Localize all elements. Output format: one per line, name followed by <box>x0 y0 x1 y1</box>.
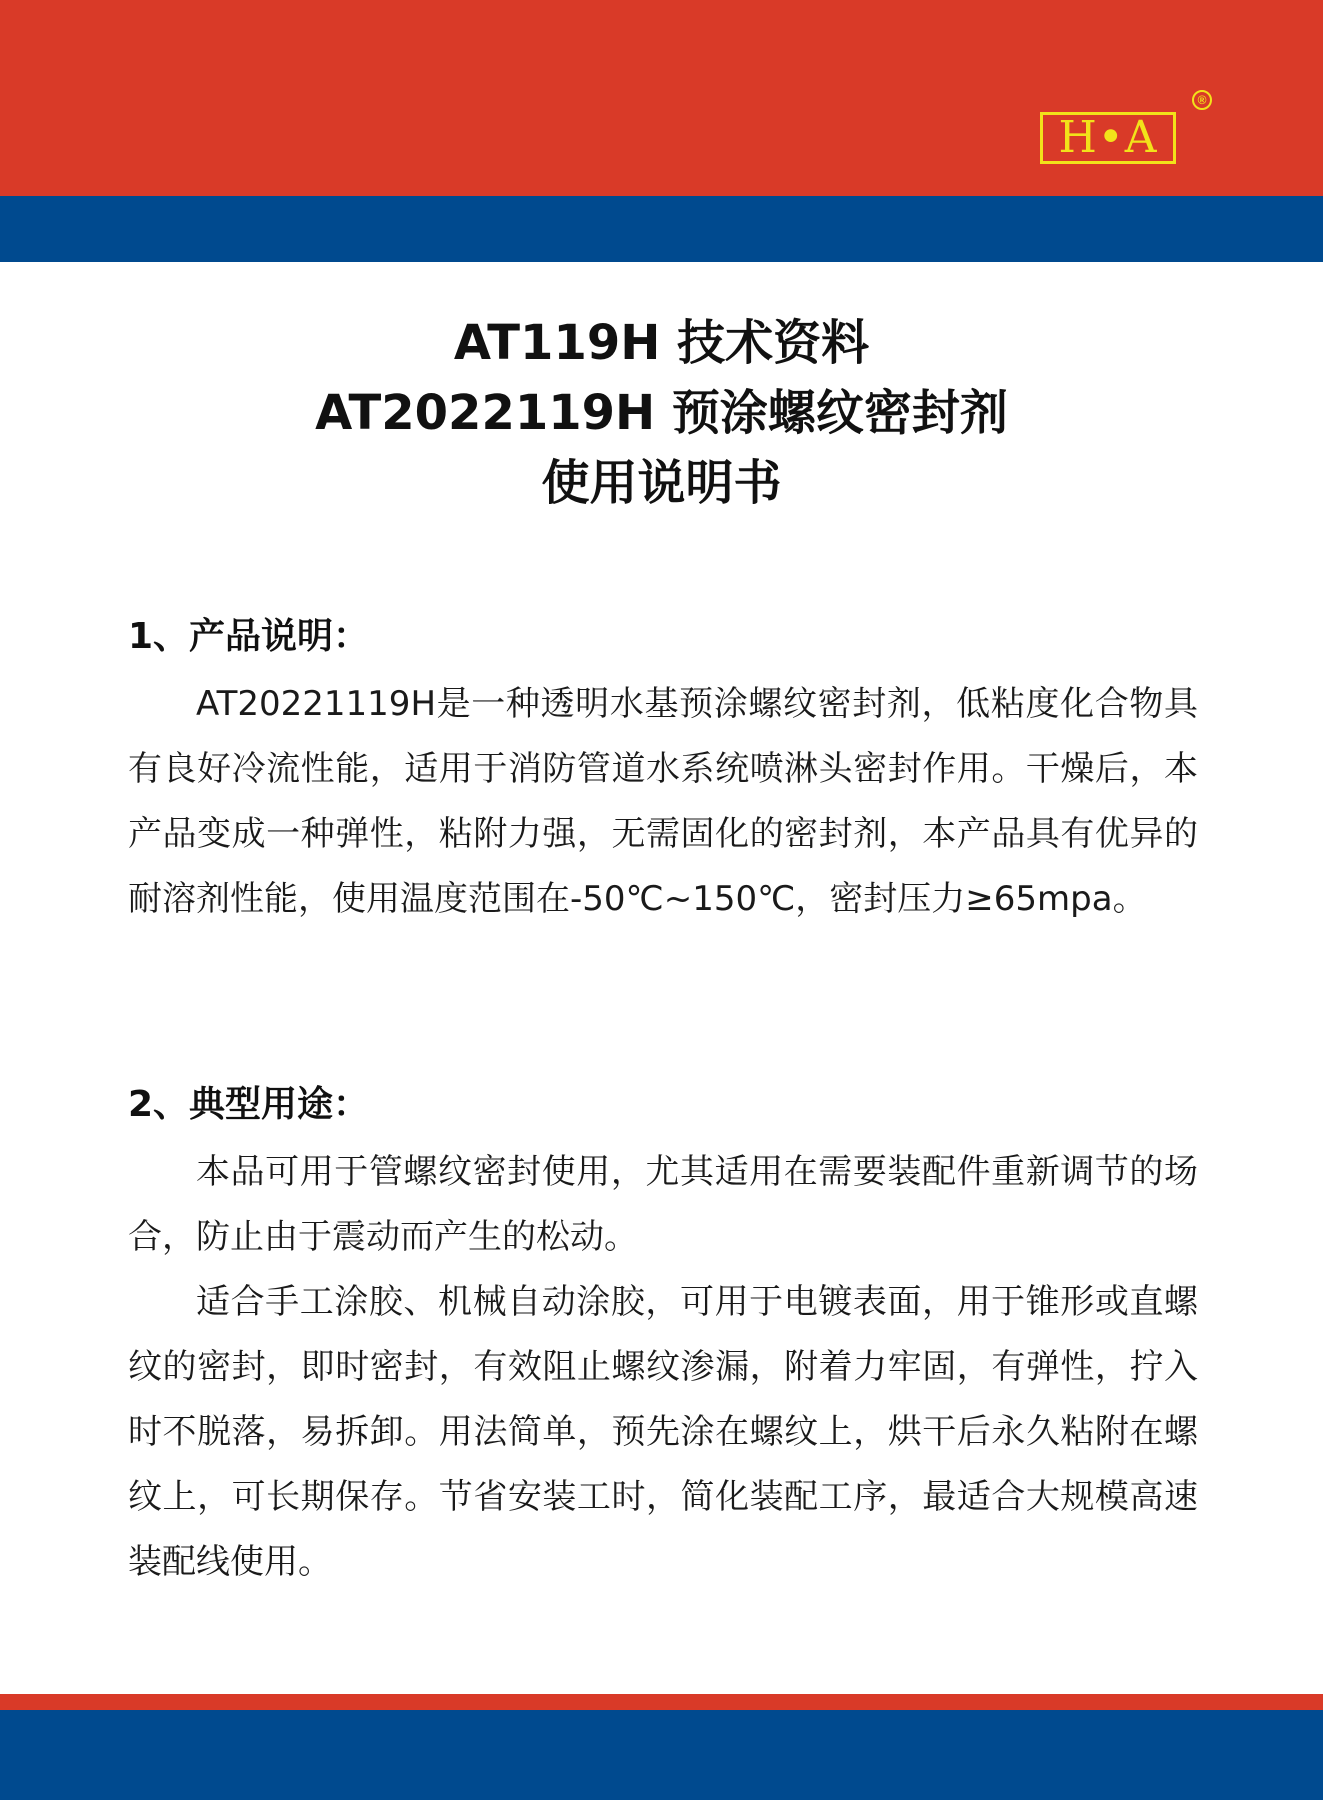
brand-logo-text: H•A <box>1058 112 1158 163</box>
title-line-3: 使用说明书 <box>541 455 782 511</box>
paragraph: AT20221119H是一种透明水基预涂螺纹密封剂，低粘度化合物具有良好冷流性能，适用于消防管道水系统喷淋头密封作用。干燥后，本产品变成一种弹性，粘附力强，无需固化的密封剂，本产品具有优异的耐溶剂性能，使用温度范围在-50℃~150℃，密封压力≥65mpa。 <box>128 684 1198 919</box>
footer-blue-band <box>0 1710 1323 1800</box>
footer-red-stripe <box>0 1694 1323 1710</box>
section-heading: 1、产品说明： <box>128 616 370 657</box>
document-title <box>0 308 1323 518</box>
header-red-band <box>0 0 1323 196</box>
brand-logo <box>1040 112 1176 164</box>
paragraph: 本品可用于管螺纹密封使用，尤其适用在需要装配件重新调节的场合，防止由于震动而产生的松动。 <box>128 1152 1198 1257</box>
registered-trademark-icon: ® <box>1192 90 1212 110</box>
header-blue-band <box>0 196 1323 262</box>
title-line-1: AT119H 技术资料 <box>453 315 870 371</box>
title-line-2: AT2022119H 预涂螺纹密封剂 <box>315 385 1008 441</box>
section-heading: 2、典型用途： <box>128 1084 370 1125</box>
section-typical-uses <box>128 1080 1198 1595</box>
section-product-description <box>128 612 1198 932</box>
paragraph: 适合手工涂胶、机械自动涂胶，可用于电镀表面，用于锥形或直螺纹的密封，即时密封，有效阻止螺纹渗漏，附着力牢固，有弹性，拧入时不脱落，易拆卸。用法简单，预先涂在螺纹上，烘干后永久粘附在螺纹上，可长期保存。节省安装工时，简化装配工序，最适合大规模高速装配线使用。 <box>128 1282 1198 1582</box>
